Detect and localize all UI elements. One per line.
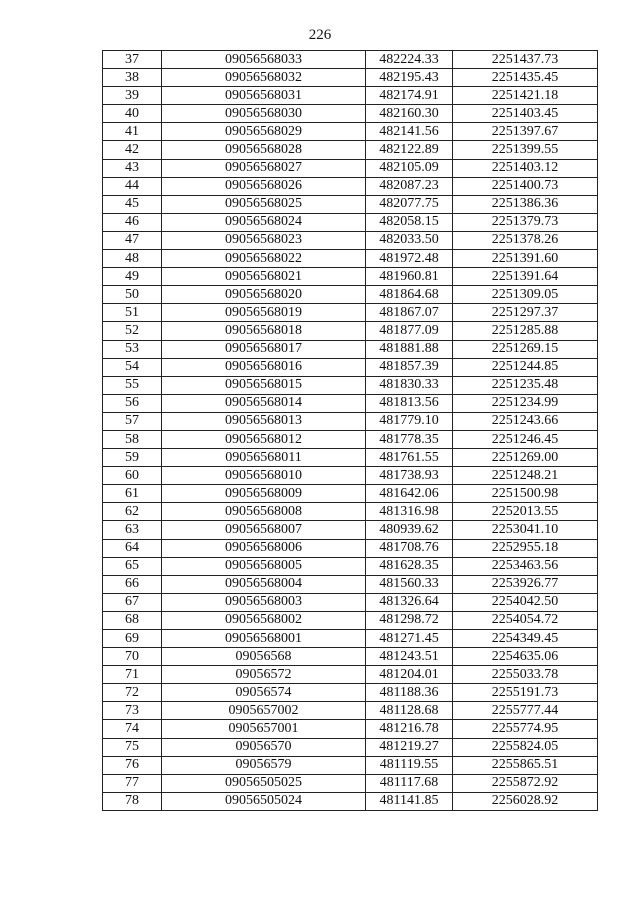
row-number-cell: 46: [103, 213, 162, 231]
table-row: [103, 123, 598, 141]
row-number-cell: 47: [103, 231, 162, 249]
table-row: [103, 376, 598, 394]
row-number-cell: 43: [103, 159, 162, 177]
row-number-cell: 62: [103, 503, 162, 521]
table-row: [103, 792, 598, 810]
x-coordinate-cell: 482195.43: [366, 69, 453, 87]
point-code-cell: 09056568022: [162, 250, 366, 268]
y-coordinate-cell: 2251269.15: [453, 340, 598, 358]
point-code-cell: 09056568032: [162, 69, 366, 87]
row-number-cell: 59: [103, 449, 162, 467]
point-code-cell: 09056505024: [162, 792, 366, 810]
point-code-cell: 09056568012: [162, 430, 366, 448]
y-coordinate-cell: 2251309.05: [453, 286, 598, 304]
row-number-cell: 51: [103, 304, 162, 322]
row-number-cell: 69: [103, 630, 162, 648]
y-coordinate-cell: 2251437.73: [453, 51, 598, 69]
x-coordinate-cell: 482174.91: [366, 87, 453, 105]
table-row: [103, 105, 598, 123]
point-code-cell: 09056505025: [162, 774, 366, 792]
row-number-cell: 60: [103, 467, 162, 485]
point-code-cell: 09056568026: [162, 177, 366, 195]
point-code-cell: 09056568007: [162, 521, 366, 539]
x-coordinate-cell: 481642.06: [366, 485, 453, 503]
x-coordinate-cell: 480939.62: [366, 521, 453, 539]
y-coordinate-cell: 2251379.73: [453, 213, 598, 231]
point-code-cell: 09056568027: [162, 159, 366, 177]
y-coordinate-cell: 2251391.64: [453, 268, 598, 286]
y-coordinate-cell: 2251234.99: [453, 394, 598, 412]
y-coordinate-cell: 2252955.18: [453, 539, 598, 557]
y-coordinate-cell: 2252013.55: [453, 503, 598, 521]
x-coordinate-cell: 481316.98: [366, 503, 453, 521]
point-code-cell: 09056568011: [162, 449, 366, 467]
point-code-cell: 09056568013: [162, 412, 366, 430]
y-coordinate-cell: 2255865.51: [453, 756, 598, 774]
table-row: [103, 322, 598, 340]
table-row: [103, 557, 598, 575]
x-coordinate-cell: 481117.68: [366, 774, 453, 792]
row-number-cell: 65: [103, 557, 162, 575]
table-row: [103, 593, 598, 611]
point-code-cell: 09056570: [162, 738, 366, 756]
x-coordinate-cell: 481298.72: [366, 611, 453, 629]
x-coordinate-cell: 482058.15: [366, 213, 453, 231]
y-coordinate-cell: 2251244.85: [453, 358, 598, 376]
x-coordinate-cell: 481972.48: [366, 250, 453, 268]
point-code-cell: 09056568016: [162, 358, 366, 376]
point-code-cell: 09056568025: [162, 195, 366, 213]
row-number-cell: 49: [103, 268, 162, 286]
point-code-cell: 09056568028: [162, 141, 366, 159]
row-number-cell: 54: [103, 358, 162, 376]
y-coordinate-cell: 2251400.73: [453, 177, 598, 195]
row-number-cell: 63: [103, 521, 162, 539]
point-code-cell: 09056568009: [162, 485, 366, 503]
table-row: [103, 611, 598, 629]
row-number-cell: 53: [103, 340, 162, 358]
table-row: [103, 666, 598, 684]
row-number-cell: 57: [103, 412, 162, 430]
row-number-cell: 74: [103, 720, 162, 738]
table-body: [103, 51, 598, 811]
point-code-cell: 09056568020: [162, 286, 366, 304]
row-number-cell: 45: [103, 195, 162, 213]
x-coordinate-cell: 481119.55: [366, 756, 453, 774]
x-coordinate-cell: 482141.56: [366, 123, 453, 141]
y-coordinate-cell: 2251378.26: [453, 231, 598, 249]
row-number-cell: 67: [103, 593, 162, 611]
x-coordinate-cell: 481628.35: [366, 557, 453, 575]
row-number-cell: 68: [103, 611, 162, 629]
table-row: [103, 87, 598, 105]
x-coordinate-cell: 481779.10: [366, 412, 453, 430]
y-coordinate-cell: 2253463.56: [453, 557, 598, 575]
table-row: [103, 539, 598, 557]
point-code-cell: 09056568033: [162, 51, 366, 69]
x-coordinate-cell: 481761.55: [366, 449, 453, 467]
x-coordinate-cell: 482087.23: [366, 177, 453, 195]
table-row: [103, 485, 598, 503]
point-code-cell: 09056568017: [162, 340, 366, 358]
point-code-cell: 09056572: [162, 666, 366, 684]
x-coordinate-cell: 481271.45: [366, 630, 453, 648]
x-coordinate-cell: 482077.75: [366, 195, 453, 213]
row-number-cell: 64: [103, 539, 162, 557]
x-coordinate-cell: 482105.09: [366, 159, 453, 177]
table-row: [103, 449, 598, 467]
y-coordinate-cell: 2254349.45: [453, 630, 598, 648]
x-coordinate-cell: 482033.50: [366, 231, 453, 249]
y-coordinate-cell: 2254635.06: [453, 648, 598, 666]
point-code-cell: 09056574: [162, 684, 366, 702]
point-code-cell: 09056568004: [162, 575, 366, 593]
y-coordinate-cell: 2255033.78: [453, 666, 598, 684]
table-row: [103, 684, 598, 702]
y-coordinate-cell: 2251297.37: [453, 304, 598, 322]
y-coordinate-cell: 2251248.21: [453, 467, 598, 485]
x-coordinate-cell: 481204.01: [366, 666, 453, 684]
table-row: [103, 774, 598, 792]
table-row: [103, 756, 598, 774]
y-coordinate-cell: 2251243.66: [453, 412, 598, 430]
row-number-cell: 71: [103, 666, 162, 684]
y-coordinate-cell: 2253926.77: [453, 575, 598, 593]
table-row: [103, 702, 598, 720]
row-number-cell: 42: [103, 141, 162, 159]
x-coordinate-cell: 481877.09: [366, 322, 453, 340]
table-row: [103, 521, 598, 539]
table-row: [103, 159, 598, 177]
table-row: [103, 141, 598, 159]
row-number-cell: 37: [103, 51, 162, 69]
y-coordinate-cell: 2251500.98: [453, 485, 598, 503]
y-coordinate-cell: 2251397.67: [453, 123, 598, 141]
row-number-cell: 76: [103, 756, 162, 774]
y-coordinate-cell: 2251235.48: [453, 376, 598, 394]
row-number-cell: 48: [103, 250, 162, 268]
x-coordinate-cell: 481219.27: [366, 738, 453, 756]
row-number-cell: 41: [103, 123, 162, 141]
coordinate-table: [102, 50, 598, 811]
point-code-cell: 09056568: [162, 648, 366, 666]
table-row: [103, 69, 598, 87]
point-code-cell: 09056568031: [162, 87, 366, 105]
y-coordinate-cell: 2251391.60: [453, 250, 598, 268]
x-coordinate-cell: 482122.89: [366, 141, 453, 159]
x-coordinate-cell: 481830.33: [366, 376, 453, 394]
row-number-cell: 40: [103, 105, 162, 123]
y-coordinate-cell: 2251269.00: [453, 449, 598, 467]
x-coordinate-cell: 481813.56: [366, 394, 453, 412]
point-code-cell: 09056568014: [162, 394, 366, 412]
point-code-cell: 09056568030: [162, 105, 366, 123]
table-row: [103, 286, 598, 304]
table-row: [103, 358, 598, 376]
row-number-cell: 72: [103, 684, 162, 702]
y-coordinate-cell: 2255774.95: [453, 720, 598, 738]
point-code-cell: 09056568010: [162, 467, 366, 485]
row-number-cell: 55: [103, 376, 162, 394]
point-code-cell: 09056568002: [162, 611, 366, 629]
x-coordinate-cell: 482160.30: [366, 105, 453, 123]
point-code-cell: 09056579: [162, 756, 366, 774]
x-coordinate-cell: 481857.39: [366, 358, 453, 376]
table-row: [103, 503, 598, 521]
point-code-cell: 09056568005: [162, 557, 366, 575]
x-coordinate-cell: 481864.68: [366, 286, 453, 304]
x-coordinate-cell: 481867.07: [366, 304, 453, 322]
y-coordinate-cell: 2251421.18: [453, 87, 598, 105]
table-row: [103, 250, 598, 268]
point-code-cell: 0905657001: [162, 720, 366, 738]
point-code-cell: 09056568021: [162, 268, 366, 286]
point-code-cell: 09056568008: [162, 503, 366, 521]
row-number-cell: 50: [103, 286, 162, 304]
x-coordinate-cell: 482224.33: [366, 51, 453, 69]
y-coordinate-cell: 2255777.44: [453, 702, 598, 720]
y-coordinate-cell: 2251399.55: [453, 141, 598, 159]
row-number-cell: 58: [103, 430, 162, 448]
y-coordinate-cell: 2254042.50: [453, 593, 598, 611]
y-coordinate-cell: 2255824.05: [453, 738, 598, 756]
y-coordinate-cell: 2255191.73: [453, 684, 598, 702]
point-code-cell: 09056568029: [162, 123, 366, 141]
table-row: [103, 231, 598, 249]
table-row: [103, 412, 598, 430]
x-coordinate-cell: 481960.81: [366, 268, 453, 286]
x-coordinate-cell: 481708.76: [366, 539, 453, 557]
y-coordinate-cell: 2251403.12: [453, 159, 598, 177]
y-coordinate-cell: 2253041.10: [453, 521, 598, 539]
point-code-cell: 09056568024: [162, 213, 366, 231]
x-coordinate-cell: 481778.35: [366, 430, 453, 448]
y-coordinate-cell: 2251386.36: [453, 195, 598, 213]
y-coordinate-cell: 2251285.88: [453, 322, 598, 340]
y-coordinate-cell: 2255872.92: [453, 774, 598, 792]
x-coordinate-cell: 481738.93: [366, 467, 453, 485]
point-code-cell: 09056568003: [162, 593, 366, 611]
table-row: [103, 630, 598, 648]
y-coordinate-cell: 2254054.72: [453, 611, 598, 629]
row-number-cell: 44: [103, 177, 162, 195]
y-coordinate-cell: 2251403.45: [453, 105, 598, 123]
x-coordinate-cell: 481243.51: [366, 648, 453, 666]
x-coordinate-cell: 481560.33: [366, 575, 453, 593]
table-row: [103, 340, 598, 358]
table-row: [103, 430, 598, 448]
point-code-cell: 0905657002: [162, 702, 366, 720]
table-row: [103, 394, 598, 412]
point-code-cell: 09056568018: [162, 322, 366, 340]
table-row: [103, 648, 598, 666]
row-number-cell: 73: [103, 702, 162, 720]
row-number-cell: 70: [103, 648, 162, 666]
row-number-cell: 39: [103, 87, 162, 105]
x-coordinate-cell: 481216.78: [366, 720, 453, 738]
row-number-cell: 38: [103, 69, 162, 87]
x-coordinate-cell: 481188.36: [366, 684, 453, 702]
row-number-cell: 78: [103, 792, 162, 810]
row-number-cell: 52: [103, 322, 162, 340]
y-coordinate-cell: 2251435.45: [453, 69, 598, 87]
point-code-cell: 09056568001: [162, 630, 366, 648]
x-coordinate-cell: 481128.68: [366, 702, 453, 720]
point-code-cell: 09056568023: [162, 231, 366, 249]
x-coordinate-cell: 481881.88: [366, 340, 453, 358]
x-coordinate-cell: 481141.85: [366, 792, 453, 810]
row-number-cell: 61: [103, 485, 162, 503]
row-number-cell: 75: [103, 738, 162, 756]
row-number-cell: 56: [103, 394, 162, 412]
point-code-cell: 09056568015: [162, 376, 366, 394]
table-row: [103, 177, 598, 195]
table-row: [103, 738, 598, 756]
table-row: [103, 195, 598, 213]
table-row: [103, 268, 598, 286]
row-number-cell: 66: [103, 575, 162, 593]
table-row: [103, 467, 598, 485]
y-coordinate-cell: 2251246.45: [453, 430, 598, 448]
table-row: [103, 51, 598, 69]
table-row: [103, 304, 598, 322]
table-row: [103, 575, 598, 593]
table-row: [103, 720, 598, 738]
x-coordinate-cell: 481326.64: [366, 593, 453, 611]
point-code-cell: 09056568006: [162, 539, 366, 557]
table-row: [103, 213, 598, 231]
y-coordinate-cell: 2256028.92: [453, 792, 598, 810]
point-code-cell: 09056568019: [162, 304, 366, 322]
page-number: 226: [308, 27, 332, 43]
row-number-cell: 77: [103, 774, 162, 792]
